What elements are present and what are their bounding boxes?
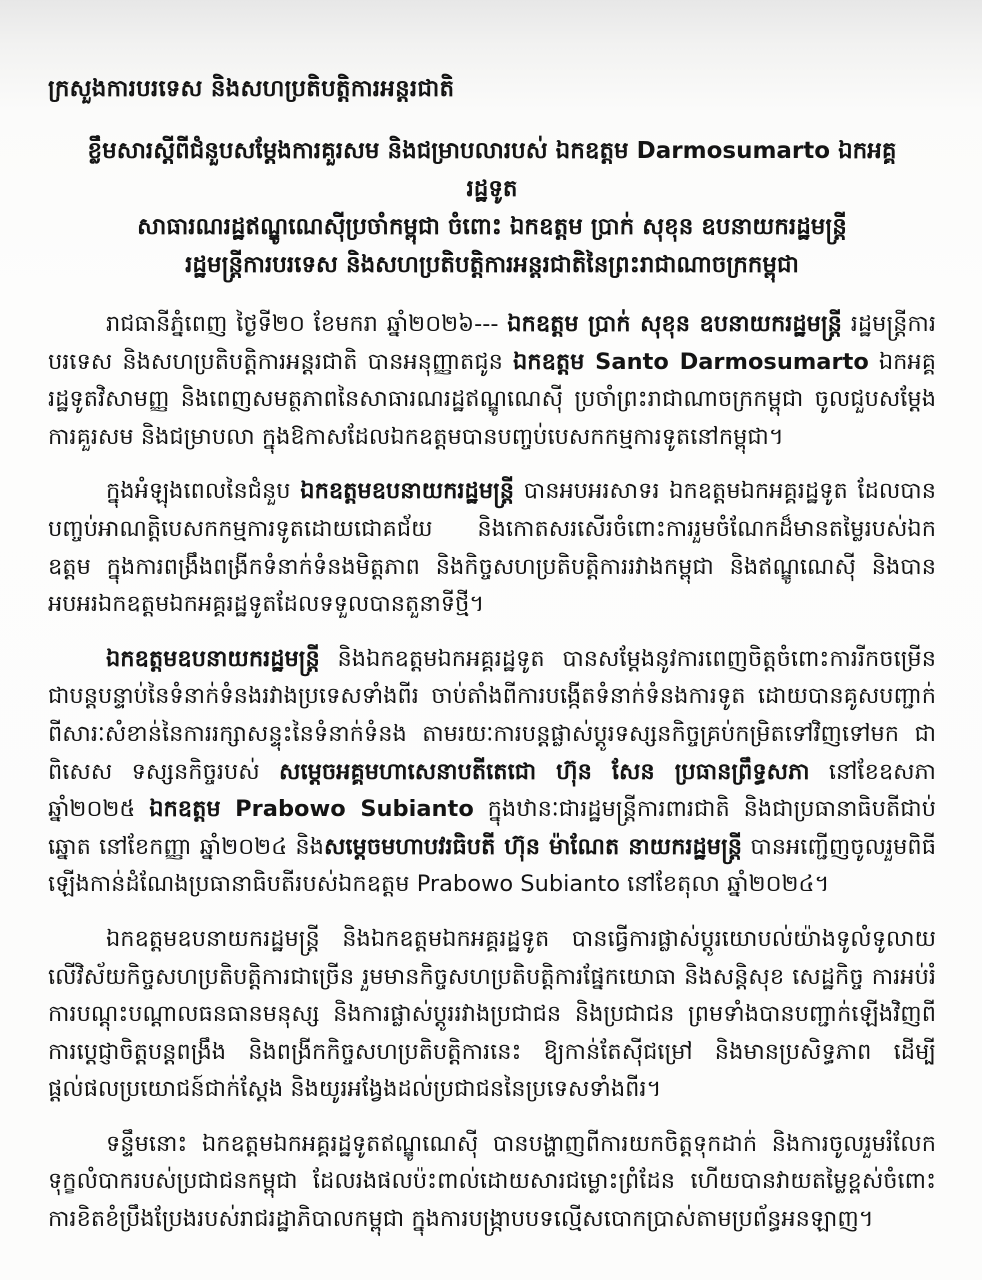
text-segment: នៅខែឧសភា ឆ្នាំ២០២៥ — [48, 758, 936, 823]
text-segment-bold: សម្តេចអគ្គមហាសេនាបតីតេជោ ហ៊ុន សែន ប្រធានព្រឹទ្ធសភា — [279, 758, 810, 785]
document-title — [66, 132, 918, 284]
text-segment-bold: ឯកឧត្តម ប្រាក់ សុខុន ឧបនាយករដ្ឋមន្ត្រី — [507, 311, 842, 337]
paragraph — [48, 1126, 936, 1239]
document-title-line-2: សាធារណរដ្ឋឥណ្ឌូណេស៊ីប្រចាំកម្ពុជា ចំពោះ ឯកឧត្តម ប្រាក់ សុខុន ឧបនាយករដ្ឋមន្ត្រី — [137, 214, 847, 240]
text-segment: ឯកឧត្តមឧបនាយករដ្ឋមន្ត្រី និងឯកឧត្តមឯកអគ្គរដ្ឋទូត បានធ្វើការផ្លាស់ប្តូរយោបល់យ៉ាងទូលំទូលាយ លើវិស័យកិច្ចសហប្រតិបត្តិការជាច្រើន រួមមានកិច្ចសហប្រតិបត្តិការផ្នែកយោធា និងសន្តិសុខ សេដ្ឋកិច្ច ការអប់រំ ការបណ្តុះបណ្តាលធនធានមនុស្ស និងការផ្លាស់ប្តូររវាងប្រជាជន និងប្រជាជន ព្រមទាំងបានបញ្ជាក់ឡើងវិញពីការប្តេជ្ញាចិត្តបន្តពង្រឹង និងពង្រីកកិច្ចសហប្រតិបត្តិការនេះ ឱ្យកាន់តែស៊ីជម្រៅ និងមានប្រសិទ្ធភាព ដើម្បីផ្តល់ផលប្រយោជន៍ជាក់ស្តែង និងយូរអង្វែងដល់ប្រជាជននៃប្រទេសទាំងពីរ។ — [48, 925, 936, 1103]
document-body — [48, 306, 936, 1239]
text-segment: បានអបអរសាទរ ឯកឧត្តមឯកអគ្គរដ្ឋទូត ដែលបានបញ្ចប់អាណត្តិបេសកកម្មការទូតដោយជោគជ័យ និងកោតសរសើរចំពោះការរួមចំណែកដ៏មានតម្លៃរបស់ឯកឧត្តម ក្នុងការពង្រឹងពង្រីកទំនាក់ទំនងមិត្តភាព និងកិច្ចសហប្រតិបត្តិការរវាងកម្ពុជា និងឥណ្ឌូណេស៊ី និងបានអបអរឯកឧត្តមឯកអគ្គរដ្ឋទូតដែលទទួលបានតួនាទីថ្មី។ — [48, 478, 936, 618]
paragraph — [48, 641, 936, 904]
paragraph — [48, 306, 936, 456]
text-segment-bold: ឯកឧត្តម Prabowo Subianto — [149, 796, 474, 823]
paragraph — [48, 921, 936, 1109]
text-segment-bold: ឯកឧត្តមឧបនាយករដ្ឋមន្ត្រី — [300, 478, 515, 505]
ministry-header: ក្រសួងការបរទេស និងសហប្រតិបត្តិការអន្តរជាតិ — [48, 76, 455, 102]
text-segment-bold: ឯកឧត្តម Santo Darmosumarto — [513, 348, 869, 375]
text-segment: ក្នុងអំឡុងពេលនៃជំនួប — [106, 478, 301, 505]
text-segment: ក្នុងឋានៈជារដ្ឋមន្ត្រីការពារជាតិ និងជាប្រធានាធិបតីជាប់ឆ្នោត នៅខែកញ្ញា ឆ្នាំ២០២៤ និង — [48, 796, 936, 860]
text-segment-bold: ឯកឧត្តមឧបនាយករដ្ឋមន្ត្រី — [106, 645, 320, 672]
paragraph — [48, 473, 936, 623]
text-segment-bold: សម្តេចមហាបវរធិបតី ហ៊ុន ម៉ាណែត នាយករដ្ឋមន្ត្រី — [323, 833, 743, 860]
document-title-line-3: រដ្ឋមន្ត្រីការបរទេស និងសហប្រតិបត្តិការអន្តរជាតិនៃព្រះរាជាណាចក្រកម្ពុជា — [185, 252, 799, 278]
text-segment: រាជធានីភ្នំពេញ ថ្ងៃទី២០ ខែមករា ឆ្នាំ២០២៦--- — [106, 311, 508, 337]
text-segment: បានអញ្ជើញចូលរួមពិធីឡើងកាន់ដំណែងប្រធានាធិបតីរបស់ឯកឧត្តម Prabowo Subianto នៅខែតុលា ឆ្នាំ២០២៤។ — [48, 833, 936, 898]
text-segment: ទន្ទឹមនោះ ឯកឧត្តមឯកអគ្គរដ្ឋទូតឥណ្ឌូណេស៊ី បានបង្ហាញពីការយកចិត្តទុកដាក់ និងការចូលរួមរំលែកទុក្ខលំបាករបស់ប្រជាជនកម្ពុជា ដែលរងផលប៉ះពាល់ដោយសារជម្លោះព្រំដែន ហើយបានវាយតម្លៃខ្ពស់ចំពោះការខិតខំប្រឹងប្រែងរបស់រាជរដ្ឋាភិបាលកម្ពុជា ក្នុងការបង្ក្រាបបទល្មើសបោកប្រាស់តាមប្រព័ន្ធអនឡាញ។ — [48, 1130, 936, 1233]
text-segment: ឯកអគ្គរដ្ឋទូតវិសាមញ្ញ និងពេញសមត្ថភាពនៃសាធារណរដ្ឋឥណ្ឌូណេស៊ី ប្រចាំព្រះរាជាណាចក្រកម្ពុជា ចូលជួបសម្តែងការគួរសម និងជម្រាបលា ក្នុងឱកាសដែលឯកឧត្តមបានបញ្ចប់បេសកកម្មការទូតនៅកម្ពុជា។ — [48, 348, 936, 450]
text-segment: រដ្ឋមន្ត្រីការបរទេស និងសហប្រតិបត្តិការអន្តរជាតិ បានអនុញ្ញាតជូន — [48, 311, 936, 375]
document-title-line-1: ខ្លឹមសារស្តីពីជំនួបសម្តែងការគួរសម និងជម្រាបលារបស់ ឯកឧត្តម Darmosumarto ឯកអគ្គរដ្ឋទូត — [87, 138, 897, 202]
text-segment: និងឯកឧត្តមឯកអគ្គរដ្ឋទូត បានសម្តែងនូវការពេញចិត្តចំពោះការរីកចម្រើនជាបន្តបន្ទាប់នៃទំនាក់ទំនងរវាងប្រទេសទាំងពីរ ចាប់តាំងពីការបង្កើតទំនាក់ទំនងការទូត ដោយបានគូសបញ្ជាក់ពីសារៈសំខាន់នៃការរក្សាសន្ទុះនៃទំនាក់ទំនង តាមរយៈការបន្តផ្លាស់ប្តូរទស្សនកិច្ចគ្រប់កម្រិតទៅវិញទៅមក ជាពិសេស ទស្សនកិច្ចរបស់ — [48, 645, 936, 785]
